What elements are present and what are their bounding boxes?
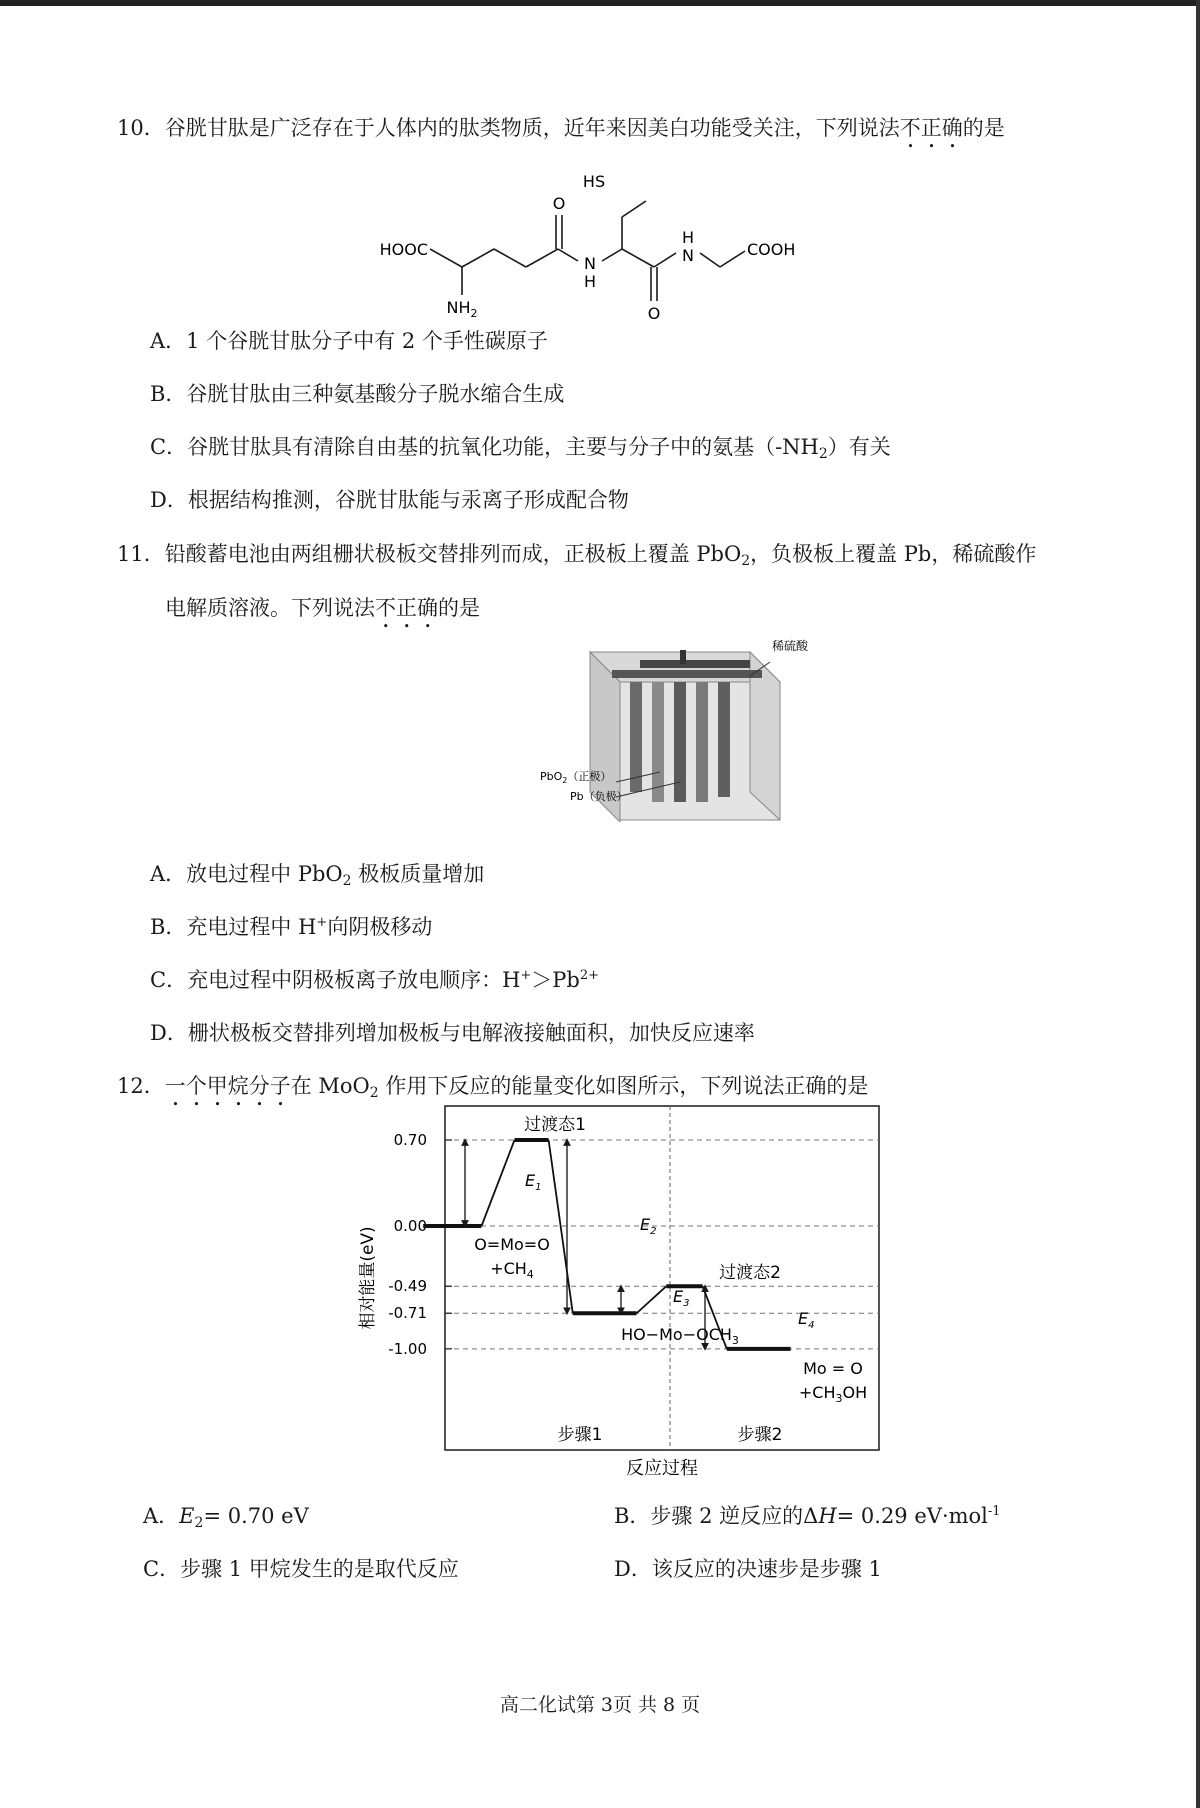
energy-path <box>637 1286 667 1313</box>
amide-h-2: H <box>681 228 695 247</box>
q11-stem-line1: 11．铅酸蓄电池由两组栅状极板交替排列而成，正极板上覆盖 PbO$_2$，负极板上覆盖 Pb，稀硫酸作 <box>117 542 1037 569</box>
ts2-label: 过渡态2 <box>719 1263 781 1283</box>
pbo2-label: PbO$_2$（正极） <box>540 770 612 785</box>
q10-option-c: C．谷胱甘肽具有清除自由基的抗氧化功能，主要与分子中的氨基$(-NH_2)$有关 <box>150 435 891 462</box>
ts1-label: 过渡态1 <box>524 1115 586 1135</box>
amide-n-1: N <box>584 254 596 273</box>
energy-profile-chart <box>355 1100 890 1485</box>
product-label-2: $+CH_3OH$ <box>798 1383 868 1405</box>
y-tick-label: 0.00 <box>393 1217 427 1235</box>
q11-stem-line2: 电解质溶液。下列说法不正确的是 <box>165 596 480 620</box>
q10-stem <box>117 112 1005 153</box>
reactant-label-1: O=Mo=O <box>474 1235 550 1254</box>
cooh-label: COOH <box>747 240 796 259</box>
carbonyl-o-1: O <box>552 194 566 213</box>
x-axis-label: 反应过程 <box>626 1458 698 1479</box>
q12-stem: 12．一个甲烷分子在 MoO$_2$ 作用下反应的能量变化如图所示，下列说法正确的是 <box>117 1074 869 1101</box>
page-footer: 高二化试第 3页 共 8 页 <box>499 1694 701 1716</box>
lead-acid-battery-figure <box>540 632 830 822</box>
e3-label: $E_3$ <box>673 1287 690 1309</box>
q12-option-d: D．该反应的决速步是步骤 1 <box>614 1557 882 1581</box>
glutathione-structure <box>370 165 840 325</box>
pb-label: Pb（负极） <box>570 790 628 803</box>
q12-number: 12． <box>117 1074 165 1098</box>
hooc-label: HOOC <box>379 240 428 259</box>
q10-option-a: A．1 个谷胱甘肽分子中有 2 个手性碳原子 <box>150 329 548 353</box>
step2-label: 步骤2 <box>737 1425 783 1445</box>
y-axis-label: 相对能量(eV) <box>358 1226 378 1330</box>
carbonyl-o-2: O <box>647 304 661 323</box>
q12-option-b: B．步骤 2 逆反应的ΔH= 0.29 eV·mol$^{-1}$ <box>614 1504 1001 1528</box>
q11-emphasis: 不正确 <box>375 596 438 620</box>
q10-text: 谷胱甘肽是广泛存在于人体内的肽类物质，近年来因美白功能受关注，下列说法 <box>164 116 900 140</box>
intermediate-label: $HO-Mo-OCH_3$ <box>621 1325 739 1347</box>
e2-label: $E_2$ <box>640 1215 657 1237</box>
q11-option-a: A．放电过程中 PbO$_2$ 极板质量增加 <box>150 862 485 889</box>
q10-option-d: D．根据结构推测，谷胱甘肽能与汞离子形成配合物 <box>150 488 629 512</box>
energy-path <box>482 1140 515 1226</box>
scan-edge-top <box>0 0 1200 6</box>
e4-label: $E_4$ <box>798 1309 815 1331</box>
amide-h-1: H <box>583 272 597 291</box>
acid-label: 稀硫酸 <box>772 639 809 653</box>
q11-number: 11． <box>117 542 165 566</box>
q12-option-a: A．$E_2= 0.70$ eV <box>143 1504 309 1531</box>
q10-emphasis: 不正确 <box>899 116 963 140</box>
e1-label: $E_1$ <box>525 1171 542 1193</box>
y-tick-label: -0.71 <box>388 1304 427 1323</box>
q12-emphasis: 一个甲烷分子 <box>164 1074 291 1098</box>
q11-option-d: D．栅状极板交替排列增加极板与电解液接触面积，加快反应速率 <box>150 1021 755 1045</box>
q10-tail: 的是 <box>962 116 1005 140</box>
y-tick-label: 0.70 <box>393 1131 427 1149</box>
q11-option-b: B．充电过程中 H+向阴极移动 <box>150 915 433 939</box>
energy-path <box>549 1140 573 1313</box>
y-tick-label: -1.00 <box>388 1339 427 1358</box>
amide-n-2: N <box>682 246 694 265</box>
q10-number: 10． <box>117 116 165 140</box>
product-label-1: Mo = O <box>803 1359 863 1378</box>
scan-edge-right <box>1196 0 1200 1808</box>
q11-option-c: C．充电过程中阴极板离子放电顺序：$H^+>Pb^{2+}$ <box>150 968 600 992</box>
reactant-label-2: $+CH_4$ <box>490 1259 534 1281</box>
step1-label: 步骤1 <box>557 1425 603 1445</box>
q10-option-b: B．谷胱甘肽由三种氨基酸分子脱水缩合生成 <box>150 382 565 406</box>
amino-label: $NH_2$ <box>446 298 478 320</box>
y-tick-label: -0.49 <box>388 1277 427 1296</box>
hs-label: HS <box>582 172 606 191</box>
q12-option-c: C．步骤 1 甲烷发生的是取代反应 <box>143 1557 459 1581</box>
